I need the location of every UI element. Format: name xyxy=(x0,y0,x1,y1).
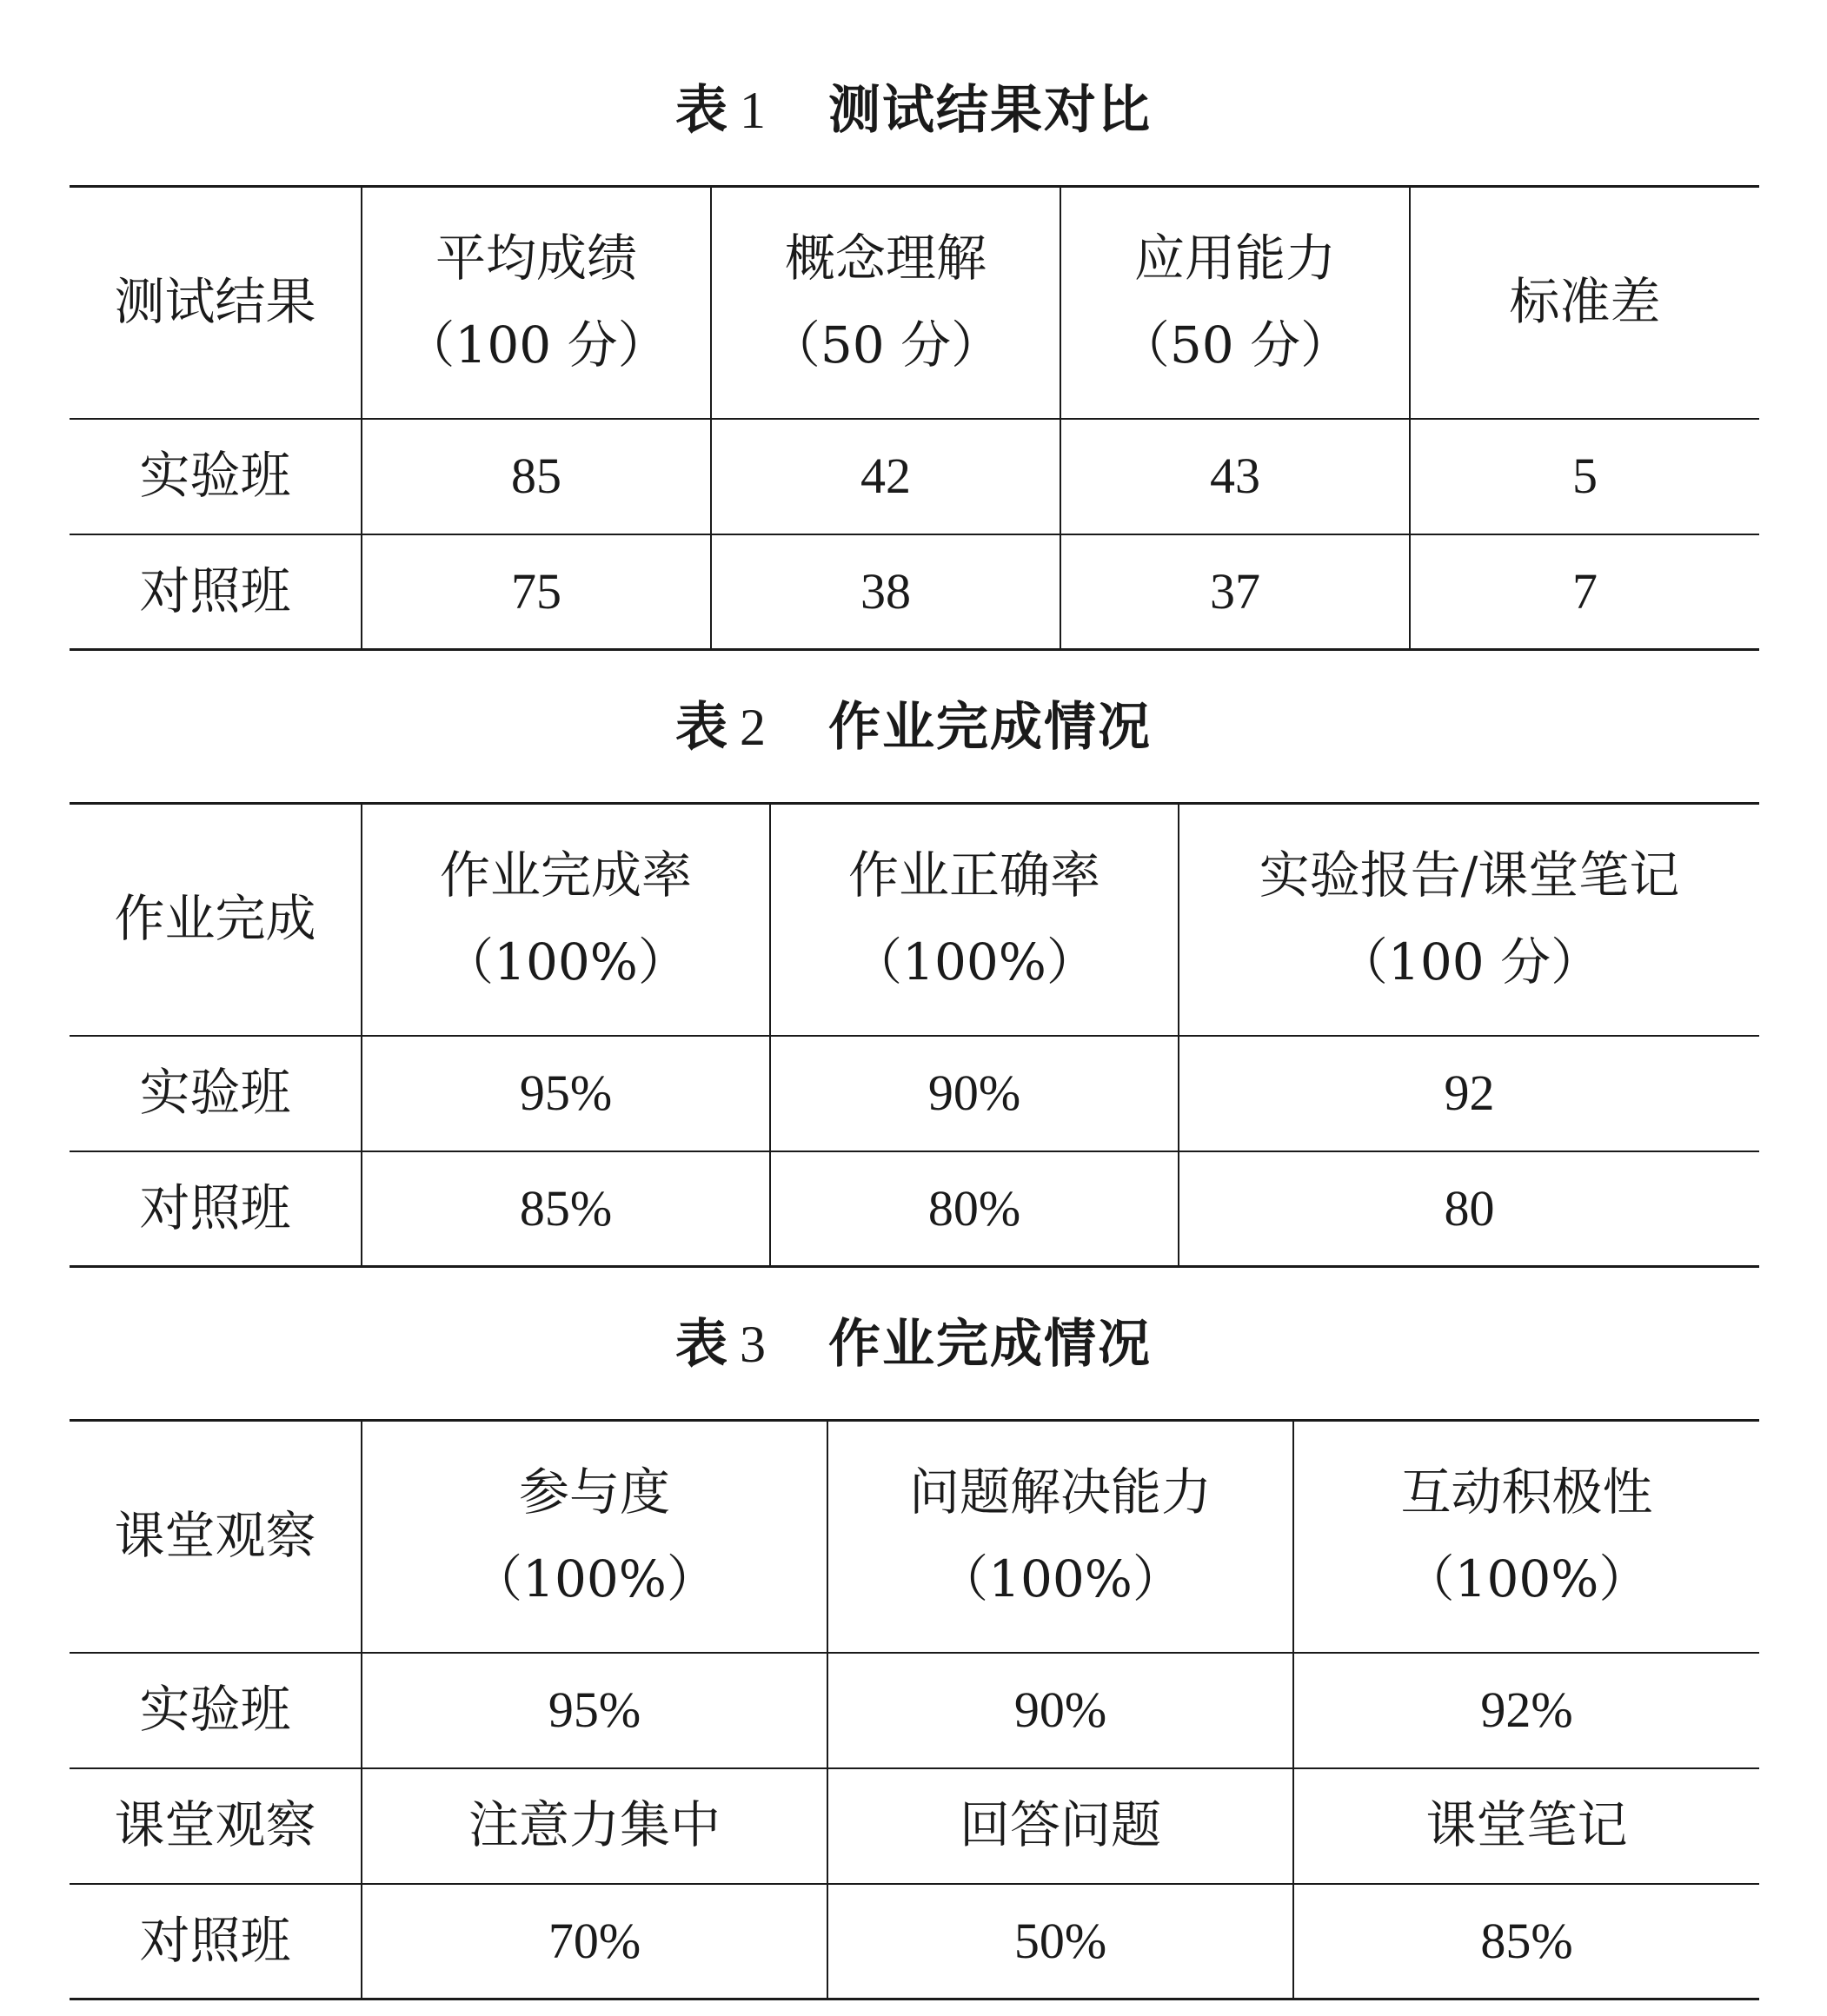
table-cell: 85 xyxy=(362,419,711,534)
header-line1: 作业完成率 xyxy=(439,846,692,905)
table1-caption xyxy=(0,71,1827,149)
header-line1: 实验报告/课堂笔记 xyxy=(1259,846,1680,905)
table-cell: 50% xyxy=(827,1884,1293,1999)
table2-header-cell xyxy=(362,804,770,1036)
table1-header-row xyxy=(70,187,1759,419)
table-cell: 37 xyxy=(1060,534,1410,650)
header-line2: （100 分） xyxy=(404,315,668,375)
table-cell: 42 xyxy=(711,419,1060,534)
table1-header-cell xyxy=(711,187,1060,419)
table2 xyxy=(70,802,1759,1268)
header-line1: 互动积极性 xyxy=(1400,1462,1653,1522)
header-line1: 应用能力 xyxy=(1133,229,1336,288)
table3-caption-prefix: 表 xyxy=(675,1314,729,1375)
row-label: 实验班 xyxy=(70,1036,362,1151)
table-row xyxy=(70,534,1759,650)
table1-header-cell: 测试结果 xyxy=(70,187,362,419)
table-row xyxy=(70,419,1759,534)
table-cell: 38 xyxy=(711,534,1060,650)
table-row xyxy=(70,1768,1759,1884)
table2-caption xyxy=(0,688,1827,766)
table-cell: 95% xyxy=(362,1653,827,1768)
table1-caption-title: 测试结果对比 xyxy=(828,80,1152,141)
header-line2: （100 分） xyxy=(1337,932,1602,992)
table2-header-cell: 作业完成 xyxy=(70,804,362,1036)
table3-header-cell: 课堂观察 xyxy=(70,1421,362,1653)
table3-caption xyxy=(0,1305,1827,1383)
row-label: 对照班 xyxy=(70,534,362,650)
table-cell: 90% xyxy=(827,1653,1293,1768)
header-line2: （100%） xyxy=(443,932,688,992)
header-line1: 平均成绩 xyxy=(435,229,637,288)
header-line2: （50 分） xyxy=(769,315,1002,375)
header-line2: （100%） xyxy=(938,1549,1183,1609)
table3-header-cell xyxy=(1293,1421,1759,1653)
table-cell: 回答问题 xyxy=(827,1768,1293,1884)
table-cell: 注意力集中 xyxy=(362,1768,827,1884)
table-cell: 7 xyxy=(1410,534,1759,650)
table3-header-cell xyxy=(827,1421,1293,1653)
table-cell: 92 xyxy=(1179,1036,1759,1151)
header-line1: 问题解决能力 xyxy=(908,1462,1212,1522)
header-line2: （100%） xyxy=(472,1549,717,1609)
header-line2: （100%） xyxy=(1404,1549,1650,1609)
table2-caption-title: 作业完成情况 xyxy=(828,697,1152,758)
row-label: 对照班 xyxy=(70,1884,362,1999)
table1-header-cell: 标准差 xyxy=(1410,187,1759,419)
table-row xyxy=(70,1884,1759,1999)
table3-caption-number: 3 xyxy=(740,1316,767,1373)
table1-caption-number: 1 xyxy=(740,82,767,139)
row-label: 课堂观察 xyxy=(70,1768,362,1884)
table-row xyxy=(70,1036,1759,1151)
table-cell: 90% xyxy=(770,1036,1179,1151)
table2-header-cell xyxy=(770,804,1179,1036)
table3-caption-title: 作业完成情况 xyxy=(828,1314,1152,1375)
table-cell: 92% xyxy=(1293,1653,1759,1768)
table-cell: 80 xyxy=(1179,1151,1759,1267)
table3-header-cell xyxy=(362,1421,827,1653)
table2-caption-number: 2 xyxy=(740,699,767,756)
table1-caption-prefix: 表 xyxy=(675,80,729,141)
table-cell: 70% xyxy=(362,1884,827,1999)
table2-header-cell xyxy=(1179,804,1759,1036)
table-cell: 5 xyxy=(1410,419,1759,534)
table-cell: 75 xyxy=(362,534,711,650)
table-cell: 80% xyxy=(770,1151,1179,1267)
table1 xyxy=(70,185,1759,651)
table3 xyxy=(70,1419,1759,2000)
header-line1: 参与度 xyxy=(518,1462,670,1522)
row-label: 实验班 xyxy=(70,1653,362,1768)
table1-header-cell xyxy=(1060,187,1410,419)
table-cell: 43 xyxy=(1060,419,1410,534)
table-cell: 95% xyxy=(362,1036,770,1151)
row-label: 对照班 xyxy=(70,1151,362,1267)
table-cell: 85% xyxy=(1293,1884,1759,1999)
table2-header-row xyxy=(70,804,1759,1036)
table3-header-row xyxy=(70,1421,1759,1653)
table-row xyxy=(70,1653,1759,1768)
header-line2: （50 分） xyxy=(1119,315,1352,375)
row-label: 实验班 xyxy=(70,419,362,534)
table1-header-cell xyxy=(362,187,711,419)
table-row xyxy=(70,1151,1759,1267)
table-cell: 85% xyxy=(362,1151,770,1267)
table-cell: 课堂笔记 xyxy=(1293,1768,1759,1884)
header-line1: 作业正确率 xyxy=(847,846,1100,905)
header-line2: （100%） xyxy=(852,932,1097,992)
header-line1: 概念理解 xyxy=(784,229,987,288)
table2-caption-prefix: 表 xyxy=(675,697,729,758)
